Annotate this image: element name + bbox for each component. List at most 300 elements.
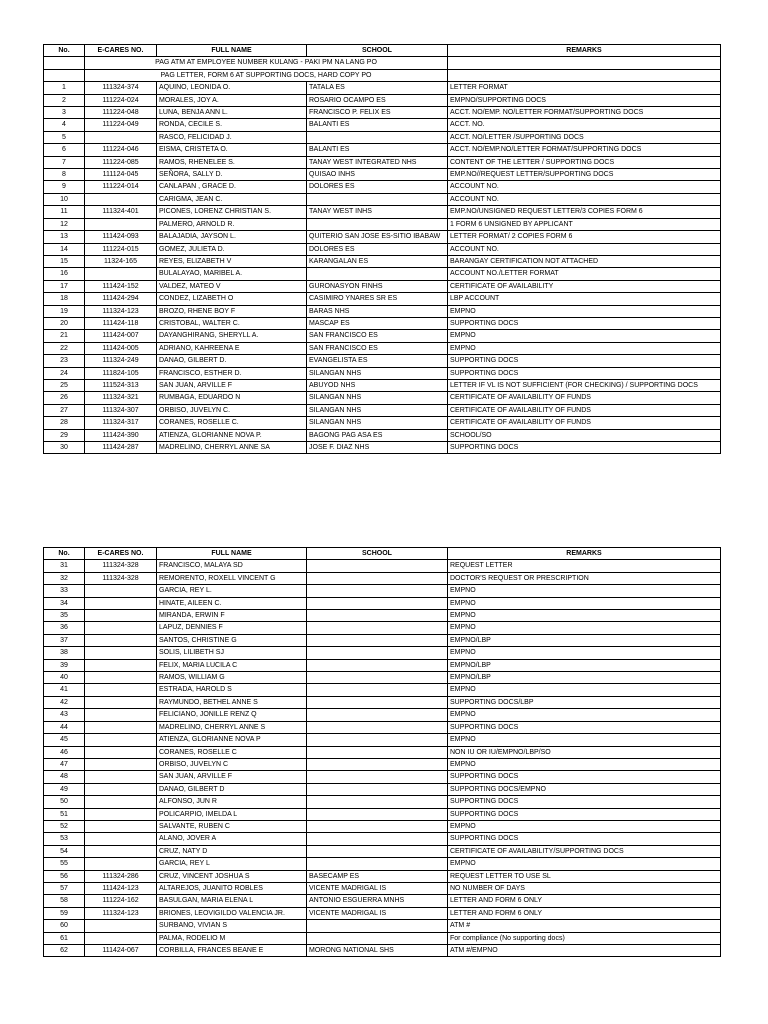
cell-no: 49 xyxy=(44,783,85,795)
table-row xyxy=(44,882,721,894)
cell-remarks: SUPPORTING DOCS/LBP xyxy=(448,696,721,708)
table-row xyxy=(44,945,721,957)
table-row xyxy=(44,243,721,255)
cell-school xyxy=(307,721,448,733)
cell-full-name: BALAJADIA, JAYSON L. xyxy=(157,231,307,243)
cell-full-name: SAN JUAN, ARVILLE F xyxy=(157,771,307,783)
cell-remarks: REQUEST LETTER TO USE SL xyxy=(448,870,721,882)
header-remarks: REMARKS xyxy=(448,548,721,560)
cell-school xyxy=(307,131,448,143)
cell-remarks: For compliance (No supporting docs) xyxy=(448,932,721,944)
table-row xyxy=(44,870,721,882)
cell-full-name: POLICARPIO, IMELDA L xyxy=(157,808,307,820)
cell-remarks: EMPNO xyxy=(448,342,721,354)
cell-remarks: ACCOUNT NO./LETTER FORMAT xyxy=(448,268,721,280)
table-row xyxy=(44,709,721,721)
cell-full-name: FELIX, MARIA LUCILA C xyxy=(157,659,307,671)
cell-no: 48 xyxy=(44,771,85,783)
cell-school: VICENTE MADRIGAL IS xyxy=(307,882,448,894)
cell-ecares-no xyxy=(85,597,157,609)
cell-ecares-no: 111424-294 xyxy=(85,293,157,305)
cell-ecares-no xyxy=(85,610,157,622)
cell-no: 5 xyxy=(44,131,85,143)
cell-ecares-no xyxy=(85,193,157,205)
compliance-table-1 xyxy=(43,44,721,454)
cell-school xyxy=(307,920,448,932)
cell-full-name: LUNA, BENJA ANN L. xyxy=(157,107,307,119)
cell-school: SAN FRANCISCO ES xyxy=(307,330,448,342)
cell-ecares-no: 111424-152 xyxy=(85,280,157,292)
cell-remarks: EMP.NO//REQUEST LETTER/SUPPORTING DOCS xyxy=(448,169,721,181)
cell-ecares-no xyxy=(85,218,157,230)
cell-remarks: EMPNO xyxy=(448,305,721,317)
cell-ecares-no: 111224-015 xyxy=(85,243,157,255)
cell-school xyxy=(307,858,448,870)
cell-ecares-no: 111424-390 xyxy=(85,429,157,441)
cell-full-name: PALMA, RODELIO M xyxy=(157,932,307,944)
cell-ecares-no: 111324-317 xyxy=(85,417,157,429)
cell-no: 22 xyxy=(44,342,85,354)
cell-school xyxy=(307,672,448,684)
cell-full-name: FELICIANO, JONILLE RENZ Q xyxy=(157,709,307,721)
cell-remarks: EMPNO xyxy=(448,597,721,609)
cell-no: 53 xyxy=(44,833,85,845)
table-row xyxy=(44,330,721,342)
cell-full-name: FRANCISCO, MALAYA SD xyxy=(157,560,307,572)
cell-school: EVANGELISTA ES xyxy=(307,355,448,367)
table-row xyxy=(44,156,721,168)
cell-remarks: EMPNO xyxy=(448,820,721,832)
cell-full-name: BRIONES, LEOVIGILDO VALENCIA JR. xyxy=(157,907,307,919)
cell-remarks: LETTER IF VL IS NOT SUFFICIENT (FOR CHECKING) / SUPPORTING DOCS xyxy=(448,379,721,391)
cell-remarks: ATM # xyxy=(448,920,721,932)
cell-school xyxy=(307,833,448,845)
cell-school: ABUYOD NHS xyxy=(307,379,448,391)
cell-no: 2 xyxy=(44,94,85,106)
cell-ecares-no xyxy=(85,696,157,708)
cell-remarks: LETTER FORMAT xyxy=(448,82,721,94)
cell-full-name: CRISTOBAL, WALTER C. xyxy=(157,317,307,329)
cell-full-name: MIRANDA, ERWIN F xyxy=(157,610,307,622)
cell-ecares-no xyxy=(85,721,157,733)
cell-no: 58 xyxy=(44,895,85,907)
table-row xyxy=(44,808,721,820)
cell-no: 43 xyxy=(44,709,85,721)
cell-ecares-no: 111324-401 xyxy=(85,206,157,218)
table-row xyxy=(44,907,721,919)
header-full-name: FULL NAME xyxy=(157,45,307,57)
table-row xyxy=(44,920,721,932)
header-ecares: E-CARES NO. xyxy=(85,45,157,57)
cell-no: 46 xyxy=(44,746,85,758)
cell-school xyxy=(307,796,448,808)
cell-ecares-no xyxy=(85,672,157,684)
cell-ecares-no: 111224-014 xyxy=(85,181,157,193)
cell-no: 40 xyxy=(44,672,85,684)
cell-no: 14 xyxy=(44,243,85,255)
cell-full-name: HINATE, AILEEN C. xyxy=(157,597,307,609)
cell-no: 44 xyxy=(44,721,85,733)
header-school: SCHOOL xyxy=(307,548,448,560)
cell-ecares-no: 111324-321 xyxy=(85,392,157,404)
table-row xyxy=(44,305,721,317)
cell-ecares-no: 111424-067 xyxy=(85,945,157,957)
cell-ecares-no xyxy=(85,709,157,721)
cell-school: ROSARIO OCAMPO ES xyxy=(307,94,448,106)
cell-no: 19 xyxy=(44,305,85,317)
cell-ecares-no: 111424-093 xyxy=(85,231,157,243)
cell-no: 25 xyxy=(44,379,85,391)
cell-full-name: AQUINO, LEONIDA O. xyxy=(157,82,307,94)
cell-school: TANAY WEST INTEGRATED NHS xyxy=(307,156,448,168)
cell-no: 52 xyxy=(44,820,85,832)
cell-ecares-no xyxy=(85,647,157,659)
cell-full-name: ALTAREJOS, JUANITO ROBLES xyxy=(157,882,307,894)
cell-no: 1 xyxy=(44,82,85,94)
table-row xyxy=(44,746,721,758)
cell-remarks: ACCOUNT NO. xyxy=(448,193,721,205)
table-row xyxy=(44,560,721,572)
cell-school xyxy=(307,932,448,944)
cell-no: 47 xyxy=(44,758,85,770)
cell-no: 39 xyxy=(44,659,85,671)
cell-full-name: ATIENZA, GLORIANNE NOVA P xyxy=(157,734,307,746)
table-row xyxy=(44,647,721,659)
cell-full-name: SEÑORA, SALLY D. xyxy=(157,169,307,181)
cell-full-name: SURBANO, VIVIAN S xyxy=(157,920,307,932)
cell-no: 38 xyxy=(44,647,85,659)
cell-remarks: LBP ACCOUNT xyxy=(448,293,721,305)
cell-remarks: ACCOUNT NO. xyxy=(448,181,721,193)
cell-remarks: ACCT. NO/EMP. NO/LETTER FORMAT/SUPPORTING DOCS xyxy=(448,107,721,119)
cell-remarks: EMPNO/LBP xyxy=(448,672,721,684)
header-school: SCHOOL xyxy=(307,45,448,57)
cell-school: KARANGALAN ES xyxy=(307,255,448,267)
cell-full-name: MORALES, JOY A. xyxy=(157,94,307,106)
cell-ecares-no xyxy=(85,585,157,597)
cell-remarks: ATM #/EMPNO xyxy=(448,945,721,957)
table-row xyxy=(44,610,721,622)
cell-no: 26 xyxy=(44,392,85,404)
cell-remarks: LETTER FORMAT/ 2 COPIES FORM 6 xyxy=(448,231,721,243)
cell-school xyxy=(307,218,448,230)
cell-school xyxy=(307,585,448,597)
cell-school xyxy=(307,622,448,634)
cell-full-name: BULALAYAO, MARIBEL A. xyxy=(157,268,307,280)
cell-full-name: SOLIS, LILIBETH SJ xyxy=(157,647,307,659)
cell-school: VICENTE MADRIGAL IS xyxy=(307,907,448,919)
table-row xyxy=(44,895,721,907)
cell-ecares-no: 111224-049 xyxy=(85,119,157,131)
cell-ecares-no xyxy=(85,659,157,671)
table-row xyxy=(44,442,721,454)
cell-ecares-no: 111324-249 xyxy=(85,355,157,367)
cell-full-name: RAMOS, WILLIAM G xyxy=(157,672,307,684)
cell-school: SILANGAN NHS xyxy=(307,367,448,379)
table-1-rows xyxy=(44,82,721,454)
cell-remarks: EMPNO xyxy=(448,858,721,870)
table-row xyxy=(44,82,721,94)
cell-remarks: EMPNO xyxy=(448,709,721,721)
table-row xyxy=(44,94,721,106)
cell-no: 13 xyxy=(44,231,85,243)
header-ecares: E-CARES NO. xyxy=(85,548,157,560)
table-row xyxy=(44,131,721,143)
cell-no: 31 xyxy=(44,560,85,572)
cell-full-name: MADRELINO, CHERRYL ANNE SA xyxy=(157,442,307,454)
cell-no: 24 xyxy=(44,367,85,379)
cell-remarks: SUPPORTING DOCS xyxy=(448,355,721,367)
cell-no: 55 xyxy=(44,858,85,870)
table-row xyxy=(44,218,721,230)
cell-no: 37 xyxy=(44,634,85,646)
cell-remarks: CERTIFICATE OF AVAILABILITY OF FUNDS xyxy=(448,417,721,429)
cell-school: CASIMIRO YNARES SR ES xyxy=(307,293,448,305)
cell-full-name: EISMA, CRISTETA O. xyxy=(157,144,307,156)
cell-remarks: ACCT. NO/EMP.NO/LETTER FORMAT/SUPPORTING DOCS xyxy=(448,144,721,156)
cell-remarks: EMPNO xyxy=(448,758,721,770)
cell-ecares-no xyxy=(85,131,157,143)
header-remarks: REMARKS xyxy=(448,45,721,57)
cell-remarks: LETTER AND FORM 6 ONLY xyxy=(448,895,721,907)
cell-ecares-no: 111324-307 xyxy=(85,404,157,416)
cell-ecares-no xyxy=(85,268,157,280)
cell-no: 28 xyxy=(44,417,85,429)
cell-school: TANAY WEST INHS xyxy=(307,206,448,218)
table-row xyxy=(44,932,721,944)
cell-no: 54 xyxy=(44,845,85,857)
table-row xyxy=(44,758,721,770)
table-row xyxy=(44,280,721,292)
table-row xyxy=(44,833,721,845)
cell-full-name: GARCIA, REY L. xyxy=(157,585,307,597)
table-row xyxy=(44,572,721,584)
cell-no: 3 xyxy=(44,107,85,119)
cell-ecares-no: 111324-328 xyxy=(85,560,157,572)
cell-ecares-no: 111324-123 xyxy=(85,305,157,317)
table-row xyxy=(44,317,721,329)
cell-school xyxy=(307,659,448,671)
cell-school: SILANGAN NHS xyxy=(307,392,448,404)
cell-school xyxy=(307,610,448,622)
cell-remarks: CERTIFICATE OF AVAILABILITY xyxy=(448,280,721,292)
cell-school xyxy=(307,268,448,280)
cell-no: 36 xyxy=(44,622,85,634)
table-row xyxy=(44,845,721,857)
cell-no: 62 xyxy=(44,945,85,957)
table-row xyxy=(44,659,721,671)
cell-school: QUITERIO SAN JOSE ES-SITIO IBABAW xyxy=(307,231,448,243)
cell-full-name: CORBILLA, FRANCES BEANE E xyxy=(157,945,307,957)
cell-no: 35 xyxy=(44,610,85,622)
cell-ecares-no xyxy=(85,734,157,746)
table-row xyxy=(44,144,721,156)
cell-no: 33 xyxy=(44,585,85,597)
table-row xyxy=(44,231,721,243)
cell-ecares-no xyxy=(85,920,157,932)
cell-full-name: VALDEZ, MATEO V xyxy=(157,280,307,292)
cell-full-name: GOMEZ, JULIETA D. xyxy=(157,243,307,255)
cell-remarks: LETTER AND FORM 6 ONLY xyxy=(448,907,721,919)
table-row xyxy=(44,734,721,746)
cell-full-name: DANAO, GILBERT D xyxy=(157,783,307,795)
cell-school: TATALA ES xyxy=(307,82,448,94)
cell-remarks: SUPPORTING DOCS xyxy=(448,317,721,329)
cell-ecares-no: 111424-123 xyxy=(85,882,157,894)
cell-school: JOSE F. DIAZ NHS xyxy=(307,442,448,454)
cell-remarks: CERTIFICATE OF AVAILABILITY OF FUNDS xyxy=(448,404,721,416)
cell-remarks: EMPNO/SUPPORTING DOCS xyxy=(448,94,721,106)
table-row xyxy=(44,684,721,696)
cell-full-name: CARIGMA, JEAN C. xyxy=(157,193,307,205)
compliance-table-2 xyxy=(43,547,721,957)
cell-ecares-no: 111324-123 xyxy=(85,907,157,919)
cell-school: ANTONIO ESGUERRA MNHS xyxy=(307,895,448,907)
cell-ecares-no: 111424-118 xyxy=(85,317,157,329)
cell-remarks: EMPNO/LBP xyxy=(448,634,721,646)
cell-remarks: DOCTOR'S REQUEST OR PRESCRIPTION xyxy=(448,572,721,584)
cell-no: 45 xyxy=(44,734,85,746)
table-row xyxy=(44,367,721,379)
cell-school: BASECAMP ES xyxy=(307,870,448,882)
cell-school xyxy=(307,696,448,708)
cell-school: BALANTI ES xyxy=(307,144,448,156)
cell-ecares-no xyxy=(85,758,157,770)
cell-full-name: REMORENTO, ROXELL VINCENT G xyxy=(157,572,307,584)
header-row xyxy=(44,548,721,560)
cell-school xyxy=(307,758,448,770)
cell-remarks: NON IU OR IU/EMPNO/LBP/SO xyxy=(448,746,721,758)
cell-ecares-no: 111224-085 xyxy=(85,156,157,168)
cell-school xyxy=(307,560,448,572)
table-row xyxy=(44,268,721,280)
cell-school xyxy=(307,845,448,857)
table-row xyxy=(44,417,721,429)
cell-remarks: EMPNO xyxy=(448,647,721,659)
cell-full-name: CRUZ, NATY D xyxy=(157,845,307,857)
cell-school xyxy=(307,634,448,646)
cell-no: 50 xyxy=(44,796,85,808)
cell-remarks: NO NUMBER OF DAYS xyxy=(448,882,721,894)
cell-ecares-no: 111424-005 xyxy=(85,342,157,354)
cell-ecares-no: 111424-007 xyxy=(85,330,157,342)
cell-ecares-no: 111424-287 xyxy=(85,442,157,454)
cell-remarks: EMPNO/LBP xyxy=(448,659,721,671)
table-row xyxy=(44,181,721,193)
cell-ecares-no xyxy=(85,622,157,634)
cell-full-name: ALFONSO, JUN R xyxy=(157,796,307,808)
table-row xyxy=(44,622,721,634)
cell-no: 56 xyxy=(44,870,85,882)
cell-school: FRANCISCO P. FELIX ES xyxy=(307,107,448,119)
cell-full-name: PICONES, LORENZ CHRISTIAN S. xyxy=(157,206,307,218)
cell-ecares-no: 111224-048 xyxy=(85,107,157,119)
table-row xyxy=(44,206,721,218)
cell-school: QUISAO INHS xyxy=(307,169,448,181)
cell-ecares-no xyxy=(85,771,157,783)
cell-remarks: REQUEST LETTER xyxy=(448,560,721,572)
cell-ecares-no: 11324-165 xyxy=(85,255,157,267)
cell-full-name: ADRIANO, KAHREENA E xyxy=(157,342,307,354)
cell-remarks: SUPPORTING DOCS/EMPNO xyxy=(448,783,721,795)
header-no: No. xyxy=(44,45,85,57)
cell-no: 60 xyxy=(44,920,85,932)
cell-full-name: CORANES, ROSELLE C. xyxy=(157,417,307,429)
cell-no: 51 xyxy=(44,808,85,820)
cell-remarks: CONTENT OF THE LETTER / SUPPORTING DOCS xyxy=(448,156,721,168)
cell-school: SILANGAN NHS xyxy=(307,417,448,429)
cell-school xyxy=(307,808,448,820)
table-row xyxy=(44,721,721,733)
cell-school xyxy=(307,572,448,584)
cell-no: 6 xyxy=(44,144,85,156)
table-row xyxy=(44,107,721,119)
cell-remarks: CERTIFICATE OF AVAILABILITY/SUPPORTING DOCS xyxy=(448,845,721,857)
table-row xyxy=(44,771,721,783)
cell-no: 4 xyxy=(44,119,85,131)
cell-ecares-no: 111224-024 xyxy=(85,94,157,106)
cell-no: 8 xyxy=(44,169,85,181)
cell-full-name: ORBISO, JUVELYN C xyxy=(157,758,307,770)
cell-remarks: EMPNO xyxy=(448,585,721,597)
table-row xyxy=(44,392,721,404)
cell-no: 59 xyxy=(44,907,85,919)
cell-full-name: FRANCISCO, ESTHER D. xyxy=(157,367,307,379)
cell-school: DOLORES ES xyxy=(307,181,448,193)
table-row xyxy=(44,429,721,441)
header-no: No. xyxy=(44,548,85,560)
table-row xyxy=(44,597,721,609)
cell-no: 15 xyxy=(44,255,85,267)
table-row xyxy=(44,355,721,367)
cell-school xyxy=(307,783,448,795)
cell-no: 16 xyxy=(44,268,85,280)
cell-no: 10 xyxy=(44,193,85,205)
cell-full-name: RAYMUNDO, BETHEL ANNE S xyxy=(157,696,307,708)
cell-ecares-no xyxy=(85,796,157,808)
cell-no: 9 xyxy=(44,181,85,193)
cell-full-name: SALVANTE, RUBEN C xyxy=(157,820,307,832)
cell-school: SILANGAN NHS xyxy=(307,404,448,416)
cell-remarks: SUPPORTING DOCS xyxy=(448,796,721,808)
cell-full-name: CORANES, ROSELLE C xyxy=(157,746,307,758)
table-row xyxy=(44,783,721,795)
cell-full-name: DANAO, GILBERT D. xyxy=(157,355,307,367)
cell-no: 7 xyxy=(44,156,85,168)
cell-ecares-no xyxy=(85,858,157,870)
cell-ecares-no: 111224-046 xyxy=(85,144,157,156)
cell-remarks: EMPNO xyxy=(448,622,721,634)
cell-full-name: ATIENZA, GLORIANNE NOVA P. xyxy=(157,429,307,441)
cell-full-name: CONDEZ, LIZABETH O xyxy=(157,293,307,305)
cell-ecares-no: 111324-374 xyxy=(85,82,157,94)
cell-ecares-no: 111824-105 xyxy=(85,367,157,379)
cell-ecares-no: 111124-045 xyxy=(85,169,157,181)
cell-full-name: BROZO, RHENE BOY F xyxy=(157,305,307,317)
table-row xyxy=(44,404,721,416)
cell-remarks: EMPNO xyxy=(448,610,721,622)
cell-ecares-no xyxy=(85,820,157,832)
cell-no: 42 xyxy=(44,696,85,708)
cell-school: BARAS NHS xyxy=(307,305,448,317)
table-row xyxy=(44,696,721,708)
table-row xyxy=(44,858,721,870)
cell-remarks: SUPPORTING DOCS xyxy=(448,721,721,733)
header-full-name: FULL NAME xyxy=(157,548,307,560)
cell-school xyxy=(307,597,448,609)
cell-school: BAGONG PAG ASA ES xyxy=(307,429,448,441)
cell-full-name: BASULGAN, MARIA ELENA L xyxy=(157,895,307,907)
